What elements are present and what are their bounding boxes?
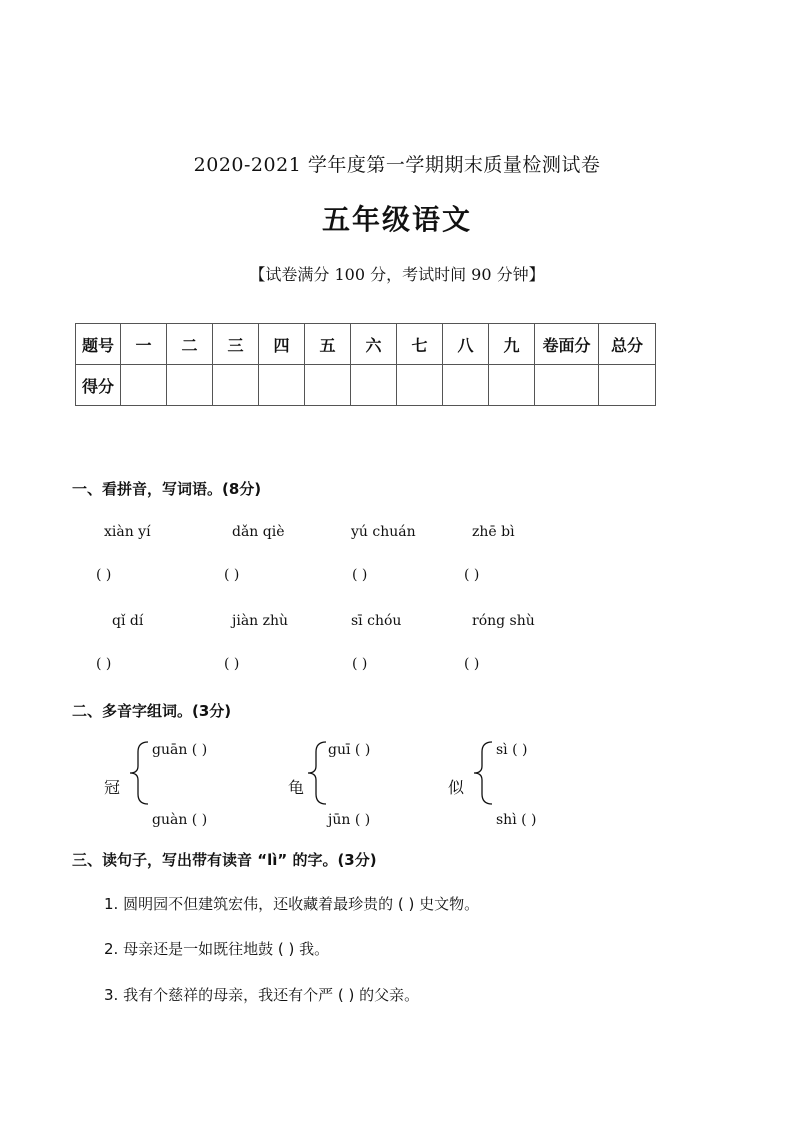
score-header-cell: 卷面分: [535, 324, 599, 365]
score-cell[interactable]: [351, 365, 397, 406]
answer-blank[interactable]: ( ): [96, 656, 112, 672]
answer-blank[interactable]: ( ): [464, 567, 480, 583]
polyphone-reading[interactable]: jūn ( ): [328, 812, 371, 828]
pinyin-item: sī chóu: [351, 613, 402, 629]
polyphone-reading[interactable]: guī ( ): [328, 742, 371, 758]
answer-blank[interactable]: ( ): [224, 656, 240, 672]
brace-icon: [306, 740, 328, 806]
pinyin-item: dǎn qiè: [232, 524, 285, 540]
score-cell[interactable]: [599, 365, 656, 406]
score-header-cell: 二: [167, 324, 213, 365]
pinyin-item: qǐ dí: [112, 613, 144, 629]
score-cell[interactable]: [397, 365, 443, 406]
score-header-cell: 一: [121, 324, 167, 365]
score-header-row: [76, 324, 656, 365]
section3-heading: 三、读句子，写出带有读音 “lì” 的字。(3分): [72, 851, 377, 869]
brace-icon: [472, 740, 494, 806]
score-header-cell: 总分: [599, 324, 656, 365]
polyphone-reading[interactable]: sì ( ): [496, 742, 528, 758]
score-cell[interactable]: [213, 365, 259, 406]
section2-heading: 二、多音字组词。(3分): [72, 702, 232, 720]
score-cell[interactable]: [535, 365, 599, 406]
score-header-cell: 四: [259, 324, 305, 365]
score-cell[interactable]: [443, 365, 489, 406]
answer-blank[interactable]: ( ): [352, 567, 368, 583]
score-cell[interactable]: [167, 365, 213, 406]
score-header-cell: 题号: [76, 324, 121, 365]
polyphone-reading[interactable]: guān ( ): [152, 742, 208, 758]
polyphone-reading[interactable]: guàn ( ): [152, 812, 208, 828]
score-header-cell: 七: [397, 324, 443, 365]
answer-blank[interactable]: ( ): [464, 656, 480, 672]
polyphone-char: 龟: [288, 778, 305, 797]
sentence-item: 3. 我有个慈祥的母亲，我还有个严 ( ) 的父亲。: [104, 986, 420, 1004]
subject-title: 五年级语文: [321, 203, 472, 236]
answer-blank[interactable]: ( ): [352, 656, 368, 672]
score-value-row: [76, 365, 656, 406]
score-header-cell: 三: [213, 324, 259, 365]
sentence-item: 2. 母亲还是一如既往地鼓 ( ) 我。: [104, 940, 330, 958]
pinyin-item: jiàn zhù: [232, 613, 289, 629]
pinyin-item: xiàn yí: [104, 524, 151, 540]
score-header-cell: 九: [489, 324, 535, 365]
pinyin-item: róng shù: [472, 613, 535, 629]
score-cell[interactable]: [259, 365, 305, 406]
polyphone-reading[interactable]: shì ( ): [496, 812, 537, 828]
score-header-cell: 五: [305, 324, 351, 365]
polyphone-char: 冠: [104, 778, 121, 797]
answer-blank[interactable]: ( ): [224, 567, 240, 583]
score-cell[interactable]: [305, 365, 351, 406]
score-table: [75, 323, 656, 406]
exam-info: 【试卷满分 100 分，考试时间 90 分钟】: [249, 265, 545, 284]
score-cell[interactable]: [489, 365, 535, 406]
score-cell[interactable]: [121, 365, 167, 406]
score-header-cell: 六: [351, 324, 397, 365]
pinyin-item: zhē bì: [472, 524, 515, 540]
pinyin-item: yú chuán: [351, 524, 416, 540]
score-header-cell: 八: [443, 324, 489, 365]
answer-blank[interactable]: ( ): [96, 567, 112, 583]
exam-title: 2020-2021 学年度第一学期期末质量检测试卷: [193, 154, 601, 176]
sentence-item: 1. 圆明园不但建筑宏伟，还收藏着最珍贵的 ( ) 史文物。: [104, 895, 480, 913]
score-row-label: 得分: [76, 365, 121, 406]
section1-heading: 一、看拼音，写词语。(8分): [72, 480, 262, 498]
polyphone-char: 似: [448, 778, 465, 797]
brace-icon: [128, 740, 150, 806]
